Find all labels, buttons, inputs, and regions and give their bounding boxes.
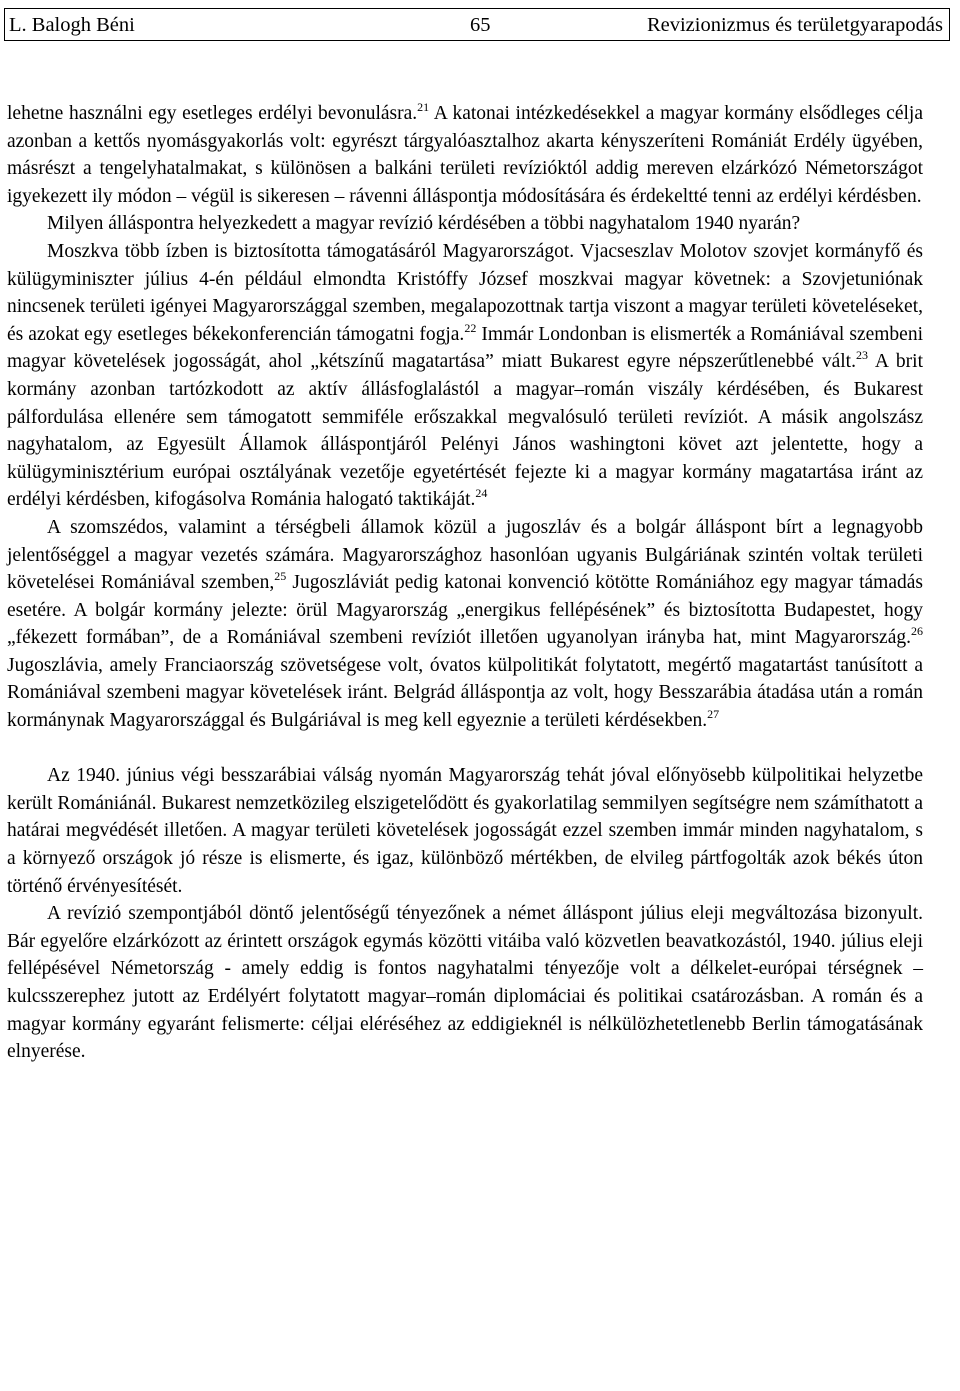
footnote-marker: 26 <box>911 624 923 639</box>
paragraph <box>7 238 923 514</box>
text-run: Jugoszlávia, amely Franciaország szövetségese volt, óvatos külpolitikát folytatott, megértő magatartást tanúsított a Romániával szembeni magyar követelések iránt. Belgrád álláspontja az volt, hogy Besszarábia átadása után a román kormánynak Magyarországgal és Bulgáriával is meg kell egyeznie a területi kérdésekben. <box>7 654 923 732</box>
text-run: A katonai intézkedésekkel a magyar kormány elsődleges célja azonban a kettős nyomásgyakorlás volt: egyrészt tárgyalóasztalhoz akarta kényszeríteni Romániát Erdély ügyében, másrészt a tengelyhatalmakat, s különösen a balkáni területi revízióktól addig mereven elzárkózó Németországot igyekezett ily módon – végül is sikeresen – rávenni álláspontja módosítására és érdekeltté tenni az erdélyi kérdésben. <box>7 103 923 207</box>
text-run: Immár Londonban is elismerték a Romániával szembeni magyar követelések jogosságát, ahol „kétszínű magatartása” miatt Bukarest egyre népszerűtlenebbé vált. <box>7 323 924 373</box>
paragraph <box>7 100 923 210</box>
text-run: Moszkva több ízben is biztosította támogatásáról Magyarországot. Vjacseszlav Molotov szovjet kormányfő és külügyminiszter július 4-én például elmondta Kristóffy József moszkvai magyar követnek: a Szovjetuniónak nincsenek területi igényei Magyarországgal szemben, megalapozottnak tartja viszont a magyar területi követeléseket, és azokat egy esetleges békekonferencián támogatni fogja. <box>7 240 923 345</box>
footnote-marker: 25 <box>274 569 287 584</box>
body-text <box>7 100 923 1066</box>
footnote-marker: 24 <box>475 486 488 501</box>
header-running-title: Revizionizmus és területgyarapodás <box>646 14 943 36</box>
paragraph <box>7 514 923 735</box>
header-author: L. Balogh Béni <box>9 14 135 36</box>
footnote-marker: 21 <box>417 100 430 114</box>
paragraph <box>7 210 923 238</box>
footnote-marker: 22 <box>464 320 477 335</box>
text-run: A szomszédos, valamint a térségbeli államok közül a jugoszláv és a bolgár álláspont bírt a legnagyobb jelentőséggel a magyar vezetés számára. Magyarországhoz hasonlóan ugyanis Bulgáriának szintén voltak területi követelései Romániával szemben, <box>7 516 923 594</box>
text-run: lehetne használni egy esetleges erdélyi bevonulásra. <box>7 103 418 124</box>
text-run: Milyen álláspontra helyezkedett a magyar revízió kérdésében a többi nagyhatalom 1940 nyarán? <box>47 213 801 235</box>
text-run: A brit kormány azonban tartózkodott az aktív állásfoglalástól a magyar–román viszály kérdésében, és Bukarest pálfordulása ellenére sem támogatott semmiféle erőszakkal megvalósuló területi revíziót. A másik angolszász nagyhatalom, az Egyesült Államok álláspontjáról Pelényi János washingtoni követ azt jelentette, hogy a külügyminisztérium európai osztályának vezetője egyetértését fejezte ki a magyar kormány magatartása iránt az erdélyi kérdésben, kifogásolva Románia halogató taktikáját. <box>7 351 923 511</box>
paragraph <box>7 762 923 900</box>
footnote-marker: 27 <box>707 707 720 722</box>
text-run: A revízió szempontjából döntő jelentőségű tényezőnek a német álláspont július eleji megváltozása bizonyult. Bár egyelőre elzárkózott az érintett országok egymás közötti vitáiba való közvetlen beavatkozástól, 1940. július eleji fellépésével Németország - amely eddig is fontos nagyhatalmi tényezője volt a délkelet-európai térségnek – kulcsszerephez jutott az Erdélyért folytatott magyar–román diplomáciai és politikai csatározásban. A román és a magyar kormány egyaránt felismerte: céljai eléréséhez az eddigieknél is nélkülözhetetlenebb Berlin támogatásának elnyerése. <box>7 903 923 1063</box>
page-number: 65 <box>470 14 491 36</box>
paragraph <box>7 900 923 1066</box>
running-header <box>4 8 950 41</box>
footnote-marker: 23 <box>855 348 868 363</box>
text-run: Jugoszláviát pedig katonai konvenció kötötte Romániához egy magyar támadás esetére. A bolgár kormány jelezte: örül Magyarország „energikus fellépésének” és biztosította Budapestet, hogy „fékezett formában”, de a Romániával szembeni revíziót illetően ugyanolyan irányba hat, mint Magyarország. <box>7 572 923 649</box>
text-run: Az 1940. június végi besszarábiai válság nyomán Magyarország tehát jóval előnyösebb külpolitikai helyzetbe került Romániánál. Bukarest nemzetközileg elszigetelődött és gyakorlatilag semmilyen segítségre nem számíthatott a határai megvédését illetően. A magyar területi követelések jogosságát ezzel szemben immár minden nagyhatalom, s a környező országok jó része is elismerte, és igaz, különböző mértékben, de elvileg pártfogolták azok békés úton történő érvényesítését. <box>7 765 923 897</box>
